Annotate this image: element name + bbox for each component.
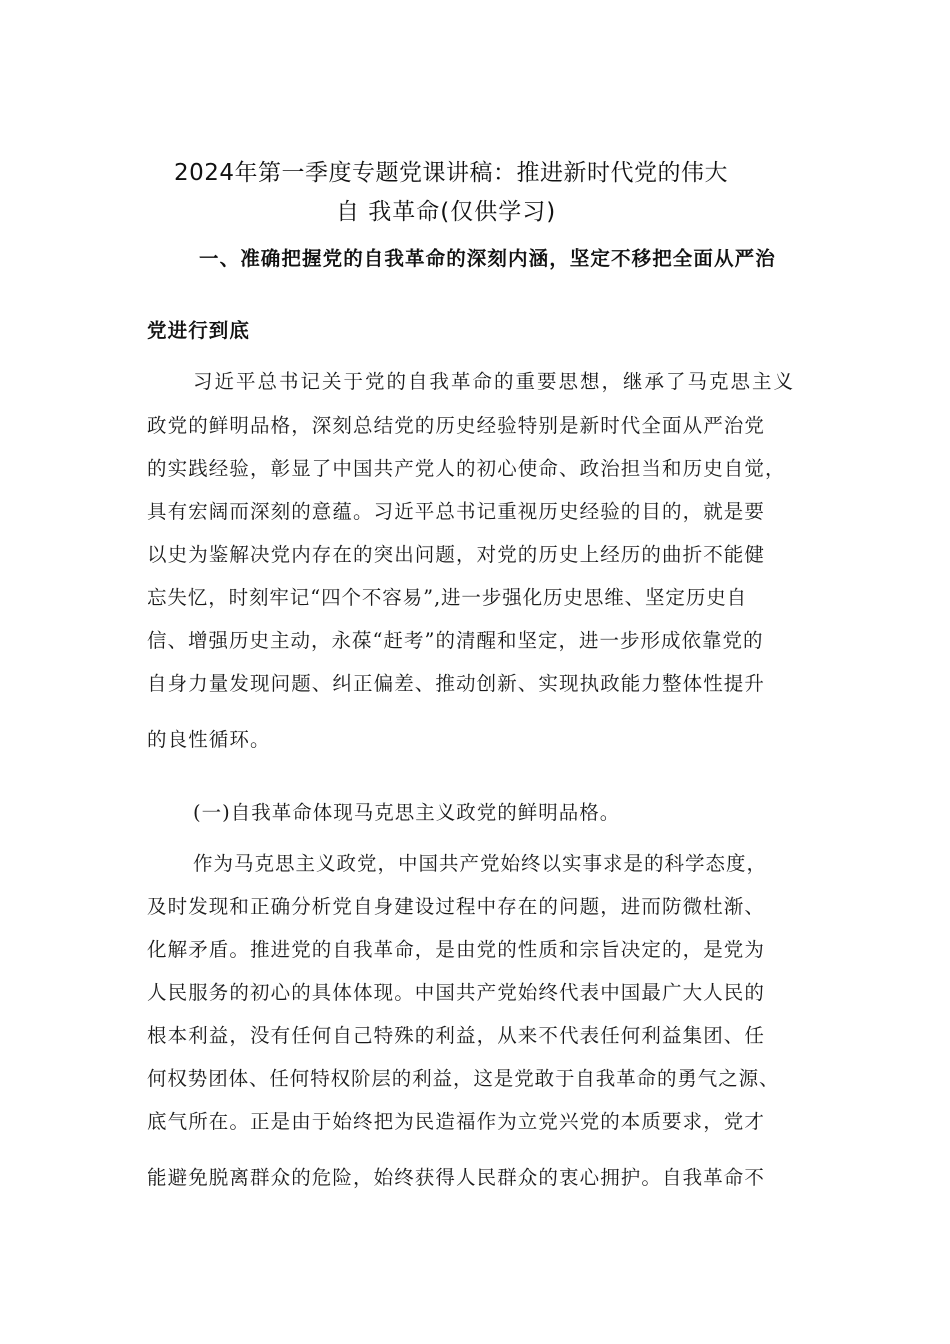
document-title-line-1: 2024年第一季度专题党课讲稿：推进新时代党的伟大 [174, 160, 729, 186]
paragraph-1-line: 具有宏阔而深刻的意蕴。习近平总书记重视历史经验的目的，就是要 [147, 500, 766, 523]
paragraph-2-line: 化解矛盾。推进党的自我革命，是由党的性质和宗旨决定的，是党为 [147, 938, 766, 961]
paragraph-1-line: 以史为鉴解决党内存在的突出问题，对党的历史上经历的曲折不能健 [147, 543, 766, 566]
paragraph-2-line: 能避免脱离群众的危险，始终获得人民群众的衷心拥护。自我革命不 [147, 1166, 766, 1189]
section-heading-line-2: 党进行到底 [147, 319, 251, 342]
paragraph-1-line: 信、增强历史主动，永葆“赶考”的清醒和坚定，进一步形成依靠党的 [147, 629, 764, 652]
subsection-heading: (一)自我革命体现马克思主义政党的鲜明品格。 [193, 801, 621, 824]
paragraph-2-line: 作为马克思主义政党，中国共产党始终以实事求是的科学态度， [193, 852, 768, 875]
paragraph-1-line: 的良性循环。 [147, 728, 271, 751]
paragraph-1-line: 的实践经验，彰显了中国共产党人的初心使命、政治担当和历史自觉， [147, 457, 786, 480]
paragraph-1-line: 习近平总书记关于党的自我革命的重要思想，继承了马克思主义 [193, 370, 796, 393]
paragraph-2-line: 何权势团体、任何特权阶层的利益，这是党敢于自我革命的勇气之源、 [147, 1067, 780, 1090]
document-title-line-2: 自 我革命(仅供学习) [336, 199, 557, 225]
paragraph-2-line: 根本利益，没有任何自己特殊的利益，从来不代表任何利益集团、任 [147, 1024, 766, 1047]
paragraph-1-line: 政党的鲜明品格，深刻总结党的历史经验特别是新时代全面从严治党 [147, 414, 766, 437]
section-heading-line-1: 一、准确把握党的自我革命的深刻内涵，坚定不移把全面从严治 [199, 247, 776, 270]
paragraph-1-line: 自身力量发现问题、纠正偏差、推动创新、实现执政能力整体性提升 [147, 672, 766, 695]
paragraph-2-line: 底气所在。正是由于始终把为民造福作为立党兴党的本质要求，党才 [147, 1110, 766, 1133]
paragraph-2-line: 及时发现和正确分析党自身建设过程中存在的问题，进而防微杜渐、 [147, 895, 766, 918]
paragraph-1-line: 忘失忆，时刻牢记“四个不容易”,进一步强化历史思维、坚定历史自 [147, 586, 748, 609]
paragraph-2-line: 人民服务的初心的具体体现。中国共产党始终代表中国最广大人民的 [147, 981, 766, 1004]
